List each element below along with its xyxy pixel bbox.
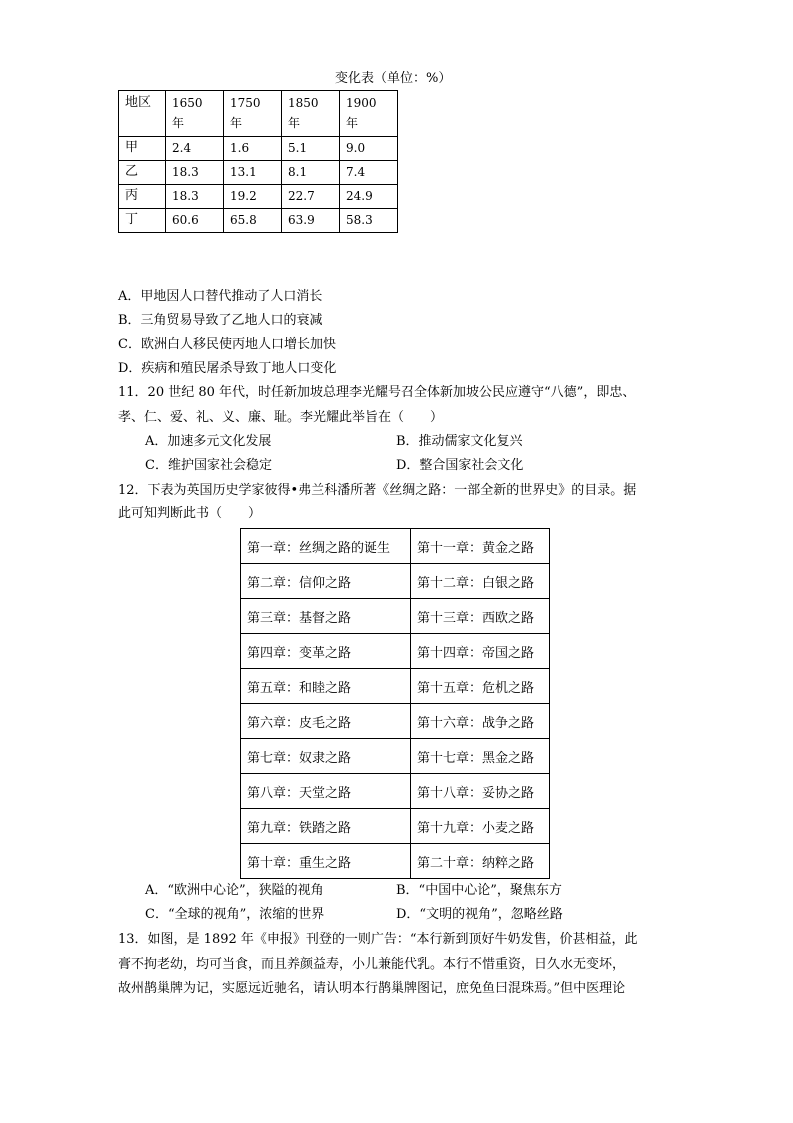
header-cell-1850: [282, 91, 340, 137]
header-year: 1900 年: [346, 96, 377, 130]
header-year: 1850 年: [288, 96, 319, 130]
chapter-table: [240, 528, 550, 879]
value-cell: 18.3: [166, 161, 224, 185]
q12-option-b: B．“中国中心论”，聚焦东方: [396, 883, 562, 898]
chapter-cell: 第三章：基督之路: [241, 599, 411, 634]
q12-option-d: D．“文明的视角”，忽略丝路: [396, 907, 563, 922]
table-row: [241, 739, 550, 774]
chapter-cell: 第一章：丝绸之路的诞生: [241, 529, 411, 564]
header-year: 1650 年: [172, 96, 203, 130]
value-cell: 60.6: [166, 209, 224, 233]
q11-option-d: D．整合国家社会文化: [396, 458, 524, 473]
value-cell: 58.3: [340, 209, 398, 233]
q12-option-a: A．“欧洲中心论”，狭隘的视角: [145, 883, 324, 898]
header-year: 1750 年: [230, 96, 261, 130]
q12-option-c: C．“全球的视角”，浓缩的世界: [145, 907, 325, 922]
q12-stem-line1: 12．下表为英国历史学家彼得•弗兰科潘所著《丝绸之路：一部全新的世界史》的目录。据: [118, 483, 637, 498]
q13-line1: 13．如图，是 1892 年《申报》刊登的一则广告：“本行新到顶好牛奶发售，价甚相益，此: [118, 932, 638, 947]
table-row: [241, 599, 550, 634]
q13-line2: 膏不拘老幼，均可当食，而且养颜益寿，小儿兼能代乳。本行不惜重资，日久水无变坏，: [118, 957, 626, 972]
table-row: [241, 704, 550, 739]
q11-option-a: A．加速多元文化发展: [145, 434, 272, 449]
region-cell: 丙: [119, 185, 166, 209]
region-cell: 甲: [119, 137, 166, 161]
table-row: [241, 774, 550, 809]
chapter-cell: 第七章：奴隶之路: [241, 739, 411, 774]
table-caption: 变化表（单位：%）: [335, 71, 452, 86]
q13-line3: 故州鹊巢牌为记，实愿远近驰名，请认明本行鹊巢牌图记，庶免鱼曰混珠焉。”但中医理论: [118, 981, 626, 996]
chapter-cell: 第二十章：纳粹之路: [411, 844, 550, 879]
q11-stem-line1: 11．20 世纪 80 年代，时任新加坡总理李光耀号召全体新加坡公民应遵守“八德”，即忠、: [118, 385, 636, 400]
chapter-cell: 第十九章：小麦之路: [411, 809, 550, 844]
header-cell-1650: [166, 91, 224, 137]
table-row: [119, 209, 398, 233]
value-cell: 19.2: [224, 185, 282, 209]
value-cell: 7.4: [340, 161, 398, 185]
table-row: [119, 137, 398, 161]
q10-option-c: C．欧洲白人移民使丙地人口增长加快: [118, 337, 336, 352]
table-row: [241, 634, 550, 669]
table-row: [241, 529, 550, 564]
chapter-cell: 第十二章：白银之路: [411, 564, 550, 599]
q10-option-d: D．疾病和殖民屠杀导致丁地人口变化: [118, 361, 337, 376]
q11-option-c: C．维护国家社会稳定: [145, 458, 272, 473]
chapter-cell: 第六章：皮毛之路: [241, 704, 411, 739]
value-cell: 22.7: [282, 185, 340, 209]
chapter-cell: 第十三章：西欧之路: [411, 599, 550, 634]
chapter-cell: 第十一章：黄金之路: [411, 529, 550, 564]
q10-option-a: A．甲地因人口替代推动了人口消长: [118, 289, 323, 304]
value-cell: 5.1: [282, 137, 340, 161]
population-table: [118, 90, 398, 233]
chapter-cell: 第十八章：妥协之路: [411, 774, 550, 809]
value-cell: 63.9: [282, 209, 340, 233]
value-cell: 18.3: [166, 185, 224, 209]
table-row: [241, 669, 550, 704]
value-cell: 13.1: [224, 161, 282, 185]
value-cell: 24.9: [340, 185, 398, 209]
value-cell: 9.0: [340, 137, 398, 161]
value-cell: 1.6: [224, 137, 282, 161]
table-row: [241, 564, 550, 599]
chapter-cell: 第十四章：帝国之路: [411, 634, 550, 669]
header-cell-1750: [224, 91, 282, 137]
table-row: [241, 844, 550, 879]
value-cell: 65.8: [224, 209, 282, 233]
chapter-cell: 第十五章：危机之路: [411, 669, 550, 704]
q10-option-b: B．三角贸易导致了乙地人口的衰减: [118, 313, 323, 328]
value-cell: 2.4: [166, 137, 224, 161]
table-header-row: [119, 91, 398, 137]
table-row: [241, 809, 550, 844]
chapter-cell: 第八章：天堂之路: [241, 774, 411, 809]
chapter-cell: 第五章：和睦之路: [241, 669, 411, 704]
chapter-cell: 第四章：变革之路: [241, 634, 411, 669]
value-cell: 8.1: [282, 161, 340, 185]
table-row: [119, 185, 398, 209]
q11-stem-line2: 孝、仁、爱、礼、义、廉、耻。李光耀此举旨在（ ）: [118, 410, 444, 425]
chapter-cell: 第十七章：黑金之路: [411, 739, 550, 774]
chapter-cell: 第九章：铁踏之路: [241, 809, 411, 844]
q11-option-b: B．推动儒家文化复兴: [396, 434, 523, 449]
table-row: [119, 161, 398, 185]
chapter-cell: 第十章：重生之路: [241, 844, 411, 879]
region-cell: 丁: [119, 209, 166, 233]
header-cell-region: 地区: [119, 91, 166, 137]
q12-stem-line2: 此可知判断此书（ ）: [118, 506, 262, 521]
header-cell-1900: [340, 91, 398, 137]
region-cell: 乙: [119, 161, 166, 185]
chapter-cell: 第十六章：战争之路: [411, 704, 550, 739]
chapter-cell: 第二章：信仰之路: [241, 564, 411, 599]
